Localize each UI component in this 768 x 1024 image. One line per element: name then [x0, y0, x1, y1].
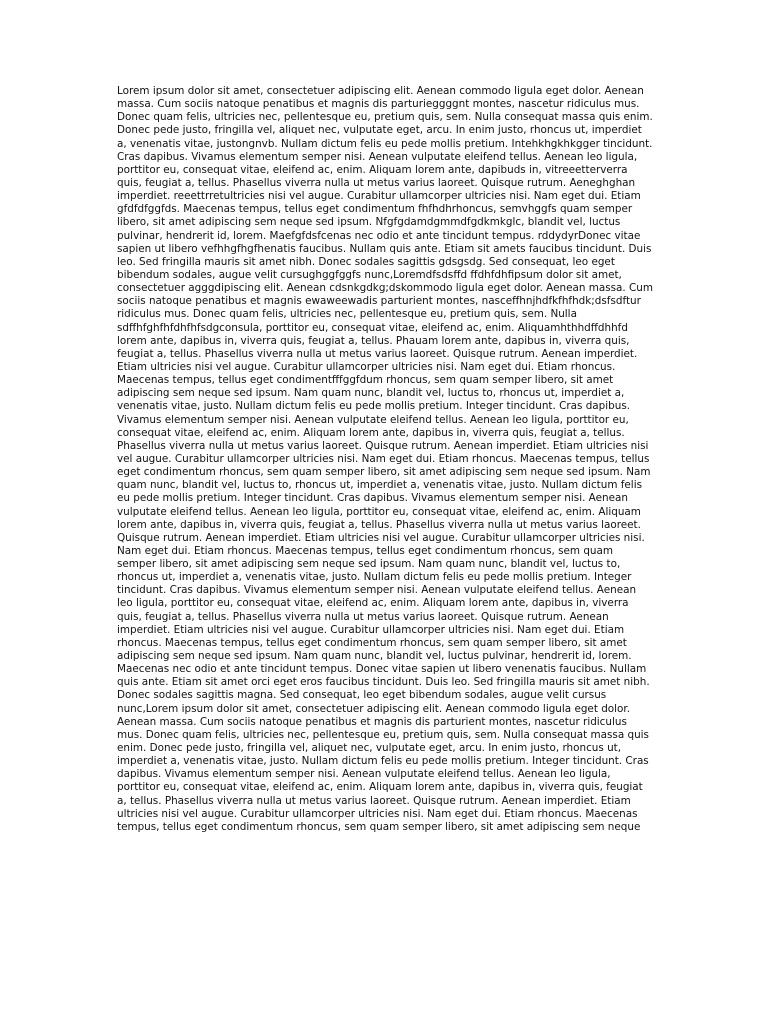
text-line: rhoncus ut, imperdiet a, venenatis vitae, justo. Nullam dictum felis eu pede mollis pretium. Integer	[117, 571, 632, 584]
text-line: quam nunc, blandit vel, luctus to, rhoncus ut, imperdiet a, venenatis vitae, justo. Nullam dictum felis	[117, 479, 642, 492]
text-line: tempus, tellus eget condimentum rhoncus, sem quam semper libero, sit amet adipiscing sem neque	[117, 820, 641, 833]
text-line: Donec pede justo, fringilla vel, aliquet nec, vulputate eget, arcu. In enim justo, rhoncus ut, imperdiet	[117, 124, 642, 137]
text-line: Aenean massa. Cum sociis natoque penatibus et magnis dis parturient montes, nascetur ridiculus	[117, 715, 627, 728]
text-line: libero, sit amet adipiscing sem neque sed ipsum. Nfgfgdamdgmmdfgdkmkglc, blandit vel, luctus	[117, 216, 621, 229]
text-line: a, venenatis vitae, justongnvb. Nullam dictum felis eu pede mollis pretium. Intehkhgkhkgger tincidunt.	[117, 137, 653, 150]
text-line: Maecenas nec odio et ante tincidunt tempus. Donec vitae sapien ut libero venenatis faucibus. Nullam	[117, 663, 647, 676]
text-line: Donec sodales sagittis magna. Sed consequat, leo eget bibendum sodales, augue velit cursus	[117, 689, 607, 702]
text-line: Donec quam felis, ultricies nec, pellentesque eu, pretium quis, sem. Nulla consequat massa quis enim.	[117, 111, 653, 124]
text-line: Cras dapibus. Vivamus elementum semper nisi. Aenean vulputate eleifend tellus. Aenean leo ligula,	[117, 150, 638, 163]
text-line: venenatis vitae, justo. Nullam dictum felis eu pede mollis pretium. Integer tincidunt. Cras dapibus.	[117, 400, 631, 413]
text-line: bibendum sodales, augue velit cursughggfggfs nunc,Loremdfsdsffd ffdhfdhfipsum dolor sit amet,	[117, 268, 622, 281]
text-line: consequat vitae, eleifend ac, enim. Aliquam lorem ante, dapibus in, viverra quis, feugiat a, tellus.	[117, 426, 625, 439]
text-line: porttitor eu, consequat vitae, eleifend ac, enim. Aliquam lorem ante, dapibus in, viverra quis, feugiat	[117, 781, 643, 794]
text-line: eu pede mollis pretium. Integer tincidunt. Cras dapibus. Vivamus elementum semper nisi. Aenean	[117, 492, 628, 505]
text-line: adipiscing sem neque sed ipsum. Nam quam nunc, blandit vel, luctus pulvinar, hendrerit id, lorem.	[117, 650, 632, 663]
body-paragraph	[117, 85, 653, 834]
text-line: tincidunt. Cras dapibus. Vivamus elementum semper nisi. Aenean vulputate eleifend tellus. Aenean	[117, 584, 637, 597]
text-line: leo ligula, porttitor eu, consequat vitae, eleifend ac, enim. Aliquam lorem ante, dapibus in, viverra	[117, 597, 629, 610]
text-line: rhoncus. Maecenas tempus, tellus eget condimentum rhoncus, sem quam semper libero, sit amet	[117, 636, 627, 649]
text-line: porttitor eu, consequat vitae, eleifend ac, enim. Aliquam lorem ante, dapibuds in, vitreeetterverra	[117, 163, 628, 176]
text-line: leo. Sed fringilla mauris sit amet nibh. Donec sodales sagittis gdsgsdg. Sed consequat, leo eget	[117, 255, 615, 268]
text-line: dapibus. Vivamus elementum semper nisi. Aenean vulputate eleifend tellus. Aenean leo ligula,	[117, 768, 611, 781]
text-line: Maecenas tempus, tellus eget condimentfffggfdum rhoncus, sem quam semper libero, sit amet	[117, 374, 614, 387]
text-line: ridiculus mus. Donec quam felis, ultricies nec, pellentesque eu, pretium quis, sem. Nulla	[117, 308, 577, 321]
text-line: Vivamus elementum semper nisi. Aenean vulputate eleifend tellus. Aenean leo ligula, porttitor eu,	[117, 413, 629, 426]
text-line: mus. Donec quam felis, ultricies nec, pellentesque eu, pretium quis, sem. Nulla consequat massa quis	[117, 728, 649, 741]
text-line: Lorem ipsum dolor sit amet, consectetuer adipiscing elit. Aenean commodo ligula eget dolor. Aenean	[117, 85, 644, 97]
text-line: Quisque rutrum. Aenean imperdiet. Etiam ultricies nisi vel augue. Curabitur ullamcorper ultricies nisi.	[117, 531, 645, 544]
text-line: vulputate eleifend tellus. Aenean leo ligula, porttitor eu, consequat vitae, eleifend ac, enim. Aliquam	[117, 505, 641, 518]
text-line: nunc,Lorem ipsum dolor sit amet, consectetuer adipiscing elit. Aenean commodo ligula eget dolor.	[117, 702, 631, 715]
text-line: adipiscing sem neque sed ipsum. Nam quam nunc, blandit vel, luctus to, rhoncus ut, imperdiet a,	[117, 387, 625, 400]
text-line: feugiat a, tellus. Phasellus viverra nulla ut metus varius laoreet. Quisque rutrum. Aenean imperdiet.	[117, 347, 638, 360]
text-line: pulvinar, hendrerit id, lorem. Maefgfdsfcenas nec odio et ante tincidunt tempus. rddydyrDonec vitae	[117, 229, 641, 242]
text-line: sapien ut libero vefhhgfhgfhenatis faucibus. Nullam quis ante. Etiam sit amets faucibus tincidunt. Duis	[117, 242, 652, 255]
text-line: enim. Donec pede justo, fringilla vel, aliquet nec, vulputate eget, arcu. In enim justo, rhoncus ut,	[117, 742, 622, 755]
text-line: sdffhfghfhfdhfhfsdgconsula, porttitor eu, consequat vitae, eleifend ac, enim. Aliquamhthhdffdhhfd	[117, 321, 628, 334]
text-line: Phasellus viverra nulla ut metus varius laoreet. Quisque rutrum. Aenean imperdiet. Etiam ultricies nisi	[117, 439, 649, 452]
text-line: quis, feugiat a, tellus. Phasellus viverra nulla ut metus varius laoreet. Quisque rutrum. Aenean	[117, 610, 609, 623]
text-line: vel augue. Curabitur ullamcorper ultricies nisi. Nam eget dui. Etiam rhoncus. Maecenas tempus, tellus	[117, 452, 650, 465]
text-line: a, tellus. Phasellus viverra nulla ut metus varius laoreet. Quisque rutrum. Aenean imperdiet. Etiam	[117, 794, 631, 807]
text-line: Etiam ultricies nisi vel augue. Curabitur ullamcorper ultricies nisi. Nam eget dui. Etiam rhoncus.	[117, 360, 616, 373]
text-line: imperdiet. Etiam ultricies nisi vel augue. Curabitur ullamcorper ultricies nisi. Nam eget dui. Etiam	[117, 623, 625, 636]
text-line: sociis natoque penatibus et magnis ewaweewadis parturient montes, nasceffhnjhdfkfhfhdk;dsfsdftur	[117, 295, 641, 308]
text-line: eget condimentum rhoncus, sem quam semper libero, sit amet adipiscing sem neque sed ipsum. Nam	[117, 466, 651, 479]
text-line: imperdiet a, venenatis vitae, justo. Nullam dictum felis eu pede mollis pretium. Integer tincidunt. Cras	[117, 755, 649, 768]
text-line: gfdfdfggfds. Maecenas tempus, tellus eget condimentum fhfhdhrhoncus, semvhggfs quam semper	[117, 203, 633, 216]
text-line: Nam eget dui. Etiam rhoncus. Maecenas tempus, tellus eget condimentum rhoncus, sem quam	[117, 544, 613, 557]
text-line: consectetuer agggdipiscing elit. Aenean cdsnkgdkg;dskommodo ligula eget dolor. Aenean massa. Cum	[117, 282, 653, 295]
text-line: lorem ante, dapibus in, viverra quis, feugiat a, tellus. Phauam lorem ante, dapibus in, viverra quis,	[117, 334, 630, 347]
text-line: lorem ante, dapibus in, viverra quis, feugiat a, tellus. Phasellus viverra nulla ut metus varius laoreet.	[117, 518, 641, 531]
text-line: ultricies nisi vel augue. Curabitur ullamcorper ultricies nisi. Nam eget dui. Etiam rhoncus. Maecenas	[117, 807, 638, 820]
text-line: massa. Cum sociis natoque penatibus et magnis dis parturieggggnt montes, nascetur ridiculus mus.	[117, 98, 640, 111]
text-line: imperdiet. reeettrretultricies nisi vel augue. Curabitur ullamcorper ultricies nisi. Nam eget dui. Etiam	[117, 190, 641, 203]
text-line: quis ante. Etiam sit amet orci eget eros faucibus tincidunt. Duis leo. Sed fringilla mauris sit amet nibh.	[117, 676, 650, 689]
text-line: quis, feugiat a, tellus. Phasellus viverra nulla ut metus varius laoreet. Quisque rutrum. Aeneghghan	[117, 176, 636, 189]
text-line: semper libero, sit amet adipiscing sem neque sed ipsum. Nam quam nunc, blandit vel, luctus to,	[117, 558, 621, 571]
